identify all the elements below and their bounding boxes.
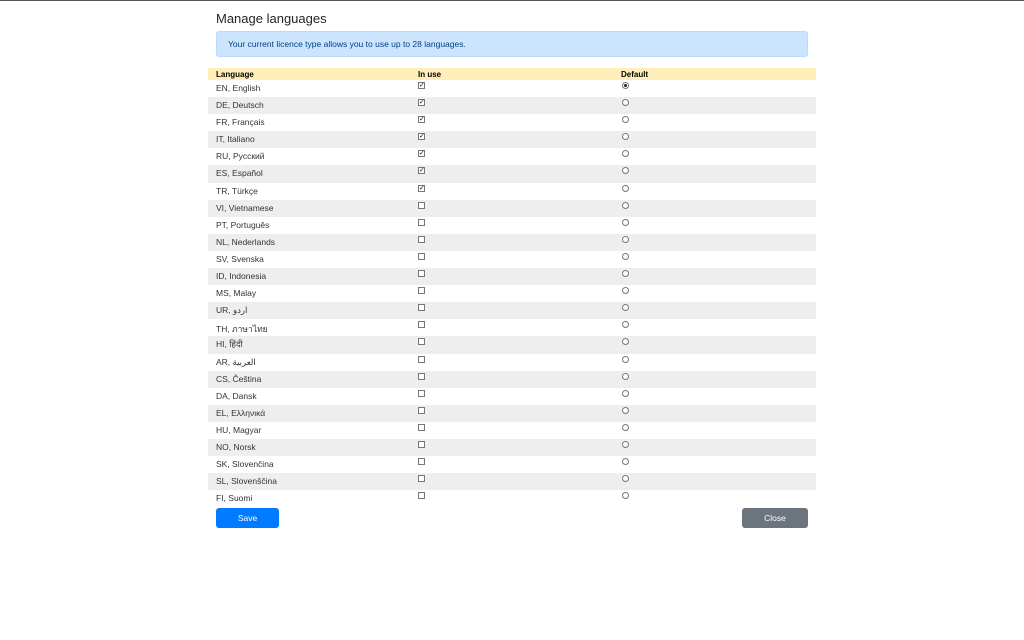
language-label: SV, Svenska bbox=[216, 253, 264, 264]
language-label: DA, Dansk bbox=[216, 390, 257, 401]
table-row bbox=[208, 217, 816, 234]
default-radio[interactable] bbox=[622, 82, 629, 89]
table-row bbox=[208, 251, 816, 268]
in-use-checkbox[interactable]: ✓ bbox=[419, 116, 425, 124]
default-radio[interactable] bbox=[622, 458, 629, 465]
default-radio[interactable] bbox=[622, 390, 629, 397]
table-row bbox=[208, 183, 816, 200]
language-label: EL, Ελληνικά bbox=[216, 407, 266, 418]
default-radio[interactable] bbox=[622, 270, 629, 277]
in-use-checkbox[interactable]: ✓ bbox=[419, 82, 425, 89]
default-radio[interactable] bbox=[622, 202, 629, 209]
language-label: CS, Čeština bbox=[216, 373, 262, 384]
table-row bbox=[208, 131, 816, 148]
default-radio[interactable] bbox=[622, 185, 629, 192]
in-use-checkbox[interactable] bbox=[418, 475, 425, 482]
language-label: EN, English bbox=[216, 83, 261, 93]
language-label: RU, Русский bbox=[216, 151, 265, 162]
default-radio[interactable] bbox=[622, 373, 629, 380]
default-radio[interactable] bbox=[622, 150, 629, 157]
save-settings-button[interactable]: Save settings bbox=[216, 508, 279, 528]
default-radio[interactable] bbox=[622, 321, 629, 328]
default-radio[interactable] bbox=[622, 407, 629, 414]
default-radio[interactable] bbox=[622, 167, 629, 174]
in-use-checkbox[interactable]: ✓ bbox=[419, 150, 425, 158]
default-radio[interactable] bbox=[622, 236, 629, 243]
in-use-checkbox[interactable] bbox=[418, 356, 425, 363]
language-label: DE, Deutsch bbox=[216, 100, 264, 111]
language-label: AR, العربية bbox=[216, 356, 256, 367]
table-body bbox=[208, 80, 816, 507]
table-row bbox=[208, 165, 816, 182]
language-label: SL, Slovenščina bbox=[216, 476, 277, 487]
in-use-checkbox[interactable]: ✓ bbox=[419, 167, 425, 175]
languages-table bbox=[208, 68, 816, 507]
language-label: UR, اردو bbox=[216, 305, 248, 316]
in-use-checkbox[interactable] bbox=[418, 236, 425, 243]
default-radio[interactable] bbox=[622, 253, 629, 260]
language-label: ES, Español bbox=[216, 168, 263, 179]
default-radio[interactable] bbox=[622, 424, 629, 431]
in-use-checkbox[interactable] bbox=[418, 424, 425, 431]
in-use-checkbox[interactable] bbox=[418, 373, 425, 380]
language-label: NL, Nederlands bbox=[216, 236, 276, 247]
language-label: PT, Português bbox=[216, 219, 270, 230]
in-use-checkbox[interactable]: ✓ bbox=[419, 184, 425, 192]
in-use-checkbox[interactable]: ✓ bbox=[419, 99, 425, 107]
language-label: IT, Italiano bbox=[216, 134, 255, 145]
top-border bbox=[0, 0, 1024, 1]
table-row bbox=[208, 97, 816, 114]
header-default: Default bbox=[621, 70, 649, 79]
language-label: TH, ภาษาไทย bbox=[216, 324, 268, 335]
in-use-checkbox[interactable] bbox=[418, 492, 425, 499]
in-use-checkbox[interactable] bbox=[418, 270, 425, 277]
default-radio[interactable] bbox=[622, 356, 629, 363]
table-header bbox=[208, 68, 816, 80]
licence-notice: Your current licence type allows you to use up to 28 languages. bbox=[216, 31, 808, 57]
table-row bbox=[208, 80, 816, 97]
language-label: FI, Suomi bbox=[216, 493, 253, 504]
default-radio[interactable] bbox=[622, 304, 629, 311]
language-label: VI, Vietnamese bbox=[216, 202, 274, 213]
language-label: MS, Malay bbox=[216, 288, 257, 299]
table-row bbox=[208, 422, 816, 439]
language-label: NO, Norsk bbox=[216, 441, 256, 452]
in-use-checkbox[interactable] bbox=[418, 287, 425, 294]
in-use-checkbox[interactable] bbox=[418, 390, 425, 397]
table-row bbox=[208, 354, 816, 371]
default-radio[interactable] bbox=[622, 133, 629, 140]
table-row bbox=[208, 388, 816, 405]
in-use-checkbox[interactable] bbox=[418, 304, 425, 311]
in-use-checkbox[interactable] bbox=[418, 219, 425, 226]
table-row bbox=[208, 268, 816, 285]
table-row bbox=[208, 200, 816, 217]
table-row bbox=[208, 439, 816, 456]
in-use-checkbox[interactable] bbox=[418, 202, 425, 209]
in-use-checkbox[interactable] bbox=[418, 441, 425, 448]
table-row bbox=[208, 234, 816, 251]
language-label: HI, हिंदी bbox=[216, 339, 243, 350]
table-row bbox=[208, 405, 816, 422]
table-row bbox=[208, 285, 816, 302]
table-row bbox=[208, 473, 816, 490]
table-row bbox=[208, 148, 816, 165]
in-use-checkbox[interactable] bbox=[418, 458, 425, 465]
in-use-checkbox[interactable] bbox=[418, 253, 425, 260]
table-row bbox=[208, 490, 816, 507]
language-label: TR, Türkçe bbox=[216, 185, 258, 196]
default-radio[interactable] bbox=[622, 441, 629, 448]
page-title: Manage languages bbox=[216, 11, 327, 26]
default-radio[interactable] bbox=[622, 492, 629, 499]
table-row bbox=[208, 302, 816, 319]
language-label: HU, Magyar bbox=[216, 424, 262, 435]
default-radio[interactable] bbox=[622, 116, 629, 123]
in-use-checkbox[interactable]: ✓ bbox=[419, 133, 425, 141]
in-use-checkbox[interactable] bbox=[418, 338, 425, 345]
table-row bbox=[208, 319, 816, 336]
table-row bbox=[208, 114, 816, 131]
default-radio[interactable] bbox=[622, 287, 629, 294]
in-use-checkbox[interactable] bbox=[418, 407, 425, 414]
default-radio[interactable] bbox=[622, 99, 629, 106]
close-window-button[interactable]: Close window bbox=[742, 508, 808, 528]
header-language: Language bbox=[216, 70, 254, 79]
language-label: SK, Slovenčina bbox=[216, 459, 274, 470]
default-radio[interactable] bbox=[622, 475, 629, 482]
default-radio[interactable] bbox=[622, 338, 629, 345]
language-label: FR, Français bbox=[216, 117, 265, 128]
table-row bbox=[208, 336, 816, 353]
default-radio[interactable] bbox=[622, 219, 629, 226]
table-row bbox=[208, 456, 816, 473]
table-row bbox=[208, 371, 816, 388]
header-in-use: In use bbox=[418, 70, 442, 79]
in-use-checkbox[interactable] bbox=[418, 321, 425, 328]
language-label: ID, Indonesia bbox=[216, 271, 267, 282]
